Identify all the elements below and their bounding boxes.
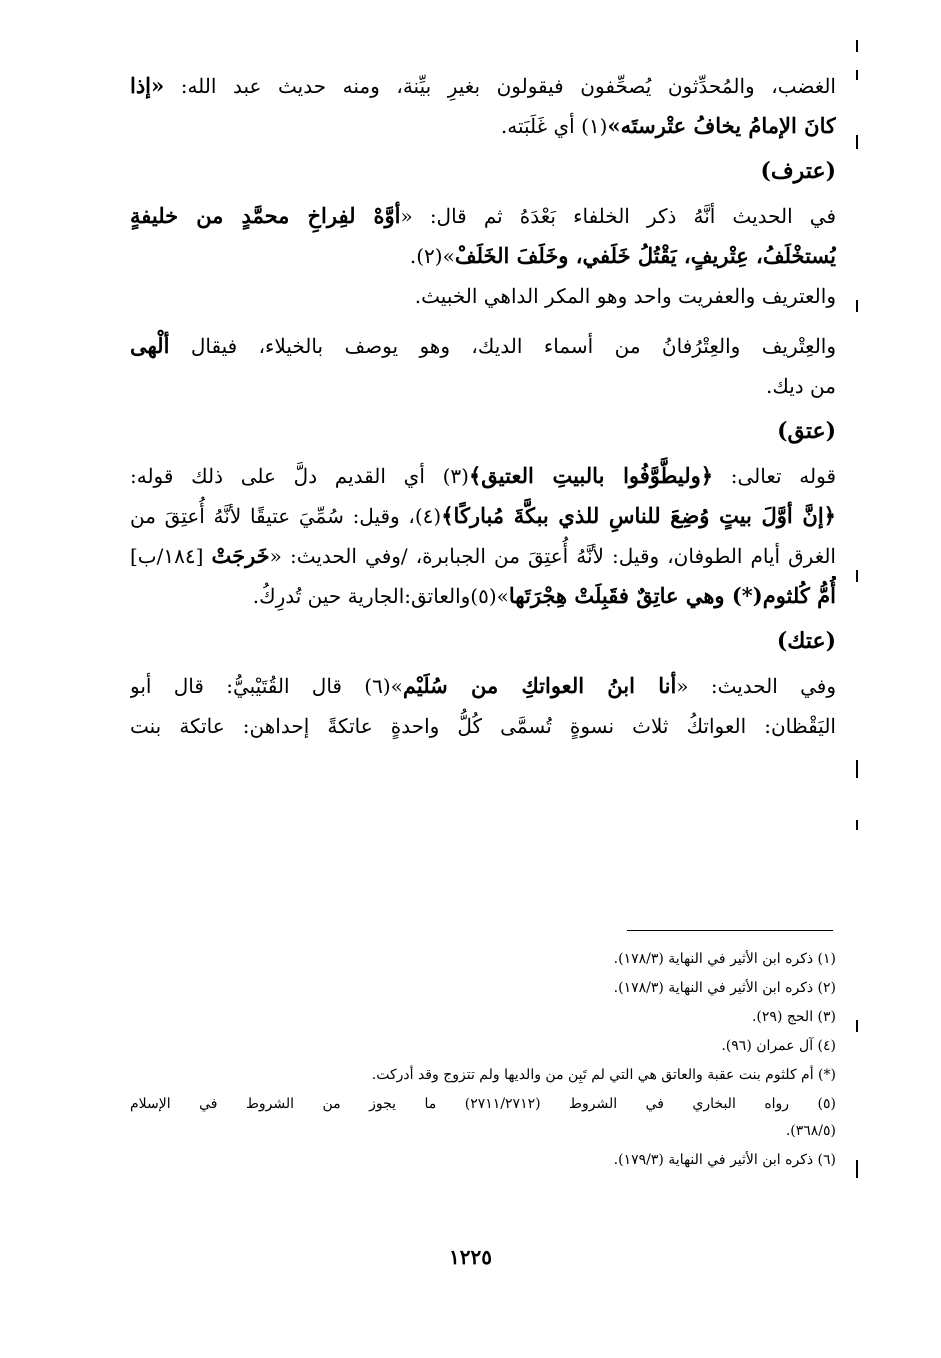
text-segment: [١٨٤/ب] <box>130 544 212 568</box>
text-segment: (٣) أي القديم دلَّ على ذلك قوله: <box>130 464 469 488</box>
text-line <box>130 706 836 746</box>
text-line <box>130 66 836 106</box>
scan-edge-mark <box>856 40 858 52</box>
scan-edge-mark <box>856 300 858 312</box>
scan-edge-mark <box>856 570 858 582</box>
scan-edge-mark <box>856 820 858 830</box>
quoted-text: يُستخْلَفُ، عِتْريفٍ، يَقْتُلُ خَلَفي، وخَلَفَ الخَلَفْ <box>454 243 836 268</box>
quoted-text: أنا ابنُ العواتكِ من سُلَيْم <box>402 673 677 698</box>
text-segment: والعتريف والعفريت واحد وهو المكر الداهي الخبيث. <box>414 284 836 308</box>
text-segment: اليَقْظان: العواتكُ ثلاث نسوةٍ تُسمَّى كُلُّ واحدةٍ عاتكةً إحداهن: عاتكة بنت <box>130 714 836 738</box>
entry-heading: (عتك) <box>776 628 836 654</box>
footnote: (٤) آل عمران (٩٦). <box>721 1038 836 1054</box>
text-segment: في الحديث أنَّهُ ذكر الخلفاء بَعْدَهُ ثم قال: « <box>400 204 836 228</box>
text-line <box>130 576 836 616</box>
text-line <box>130 456 836 496</box>
text-line <box>130 366 836 406</box>
paragraph-gap <box>130 316 836 326</box>
quoted-text: «إذا <box>130 73 165 98</box>
text-segment: قوله تعالى: <box>713 464 836 488</box>
text-line <box>130 106 836 146</box>
text-segment: »(٥)والعاتق:الجارية حين تُدرِكُ. <box>252 584 509 608</box>
text-line <box>130 276 836 316</box>
quoted-text: أوَّهْ لفِراخِ محمَّدٍ من خليفةٍ <box>130 203 401 228</box>
quoted-text: ﴿وليطَّوَّفُوا بالبيتِ العتيق﴾ <box>468 463 714 488</box>
text-segment: الغضب، والمُحدِّثون يُصحِّفون فيقولون بغيرِ بيِّنة، ومنه حديث عبد الله: <box>164 74 836 98</box>
scan-edge-mark <box>856 135 858 149</box>
quoted-text: كانَ الإمامُ يخافُ عتْرستَه» <box>607 113 836 138</box>
text-line <box>130 326 836 366</box>
quoted-text: ﴿إنَّ أوَّلَ بيتٍ وُضِعَ للناسِ للذي ببكَّةَ مُباركًا﴾ <box>441 503 836 528</box>
scan-edge-mark <box>856 1020 858 1032</box>
text-line <box>130 236 836 276</box>
footnote: (*) أم كلثوم بنت عقبة والعاتق هي التي لم تَبِن من والديها ولم تتزوج وقد أدركت. <box>371 1067 836 1083</box>
text-segment: »(٢). <box>409 244 455 268</box>
footnote: (١) ذكره ابن الأثير في النهاية (١٧٨/٣). <box>613 951 836 967</box>
footnote-separator <box>627 930 833 931</box>
text-line <box>130 496 836 536</box>
footnote: (٣٦٨/٥). <box>785 1123 836 1139</box>
quoted-text: ألْهى <box>130 333 170 358</box>
footnotes <box>130 945 836 1175</box>
text-segment: (١) أي غَلَبَته. <box>500 114 608 138</box>
text-line <box>130 196 836 236</box>
text-segment: وفي الحديث: « <box>676 674 836 698</box>
footnote: (٦) ذكره ابن الأثير في النهاية (١٧٩/٣). <box>613 1152 836 1168</box>
text-line <box>130 666 836 706</box>
footnote: (٣) الحج (٢٩). <box>751 1009 836 1025</box>
quoted-text: أُمُّ كُلثوم(*) وهي عاتِقٌ فقَبِلَتْ هِجْرَتَها <box>508 583 836 608</box>
quoted-text: خَرجَتْ <box>211 543 270 568</box>
entry-heading: (عتق) <box>777 418 836 444</box>
text-segment: الغرق أيام الطوفان، وقيل: لأنَّهُ أُعتِقَ من الجبابرة، /وفي الحديث: « <box>269 544 836 568</box>
footnote: (٢) ذكره ابن الأثير في النهاية (١٧٨/٣). <box>613 980 836 996</box>
main-text <box>130 66 836 746</box>
scan-edge-mark <box>856 70 858 80</box>
page-number: ١٢٢٥ <box>449 1245 492 1269</box>
text-line <box>130 536 836 576</box>
text-segment: والعِتْريف والعِتْرُفانُ من أسماء الديك، وهو يوصف بالخيلاء، فيقال <box>169 334 836 358</box>
scan-edge-mark <box>856 760 858 778</box>
text-segment: »(٦) قال القُتَيْبيُّ: قال أبو <box>130 674 403 698</box>
scan-edge-mark <box>856 1160 858 1178</box>
text-segment: (٤)، وقيل: سُمِّيَ عتيقًا لأنَّهُ أُعتِقَ من <box>130 504 442 528</box>
entry-heading: (عترف) <box>760 158 836 184</box>
text-segment: من ديك. <box>766 374 836 398</box>
footnote: (٥) رواه البخاري في الشروط (٢٧١١/٢٧١٢) ما يجوز من الشروط في الإسلام <box>130 1096 836 1112</box>
